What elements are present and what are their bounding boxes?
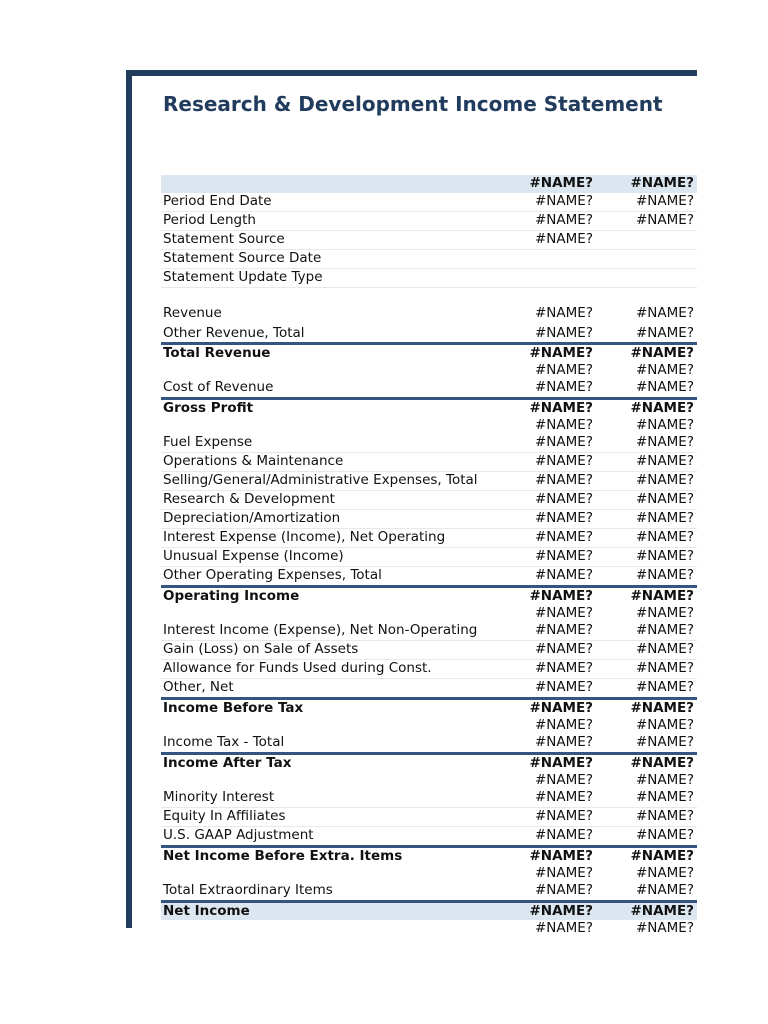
table-row xyxy=(161,269,697,288)
row-value-period-2: #NAME? xyxy=(636,193,694,209)
header-period-2: #NAME? xyxy=(630,175,694,191)
row-value-period-1: #NAME? xyxy=(535,660,593,676)
row-value-period-1: #NAME? xyxy=(535,548,593,564)
table-row xyxy=(161,305,697,325)
row-value-period-2: #NAME? xyxy=(630,903,694,919)
row-label: Unusual Expense (Income) xyxy=(163,548,344,564)
row-value-period-1: #NAME? xyxy=(529,345,593,361)
row-value-period-2: #NAME? xyxy=(636,920,694,936)
table-row xyxy=(161,808,697,827)
row-value-period-2: #NAME? xyxy=(636,679,694,695)
row-value-period-2: #NAME? xyxy=(630,755,694,771)
row-label: Statement Update Type xyxy=(163,269,323,285)
row-label: Income Tax - Total xyxy=(163,734,285,750)
table-row xyxy=(161,288,697,305)
row-value-period-1: #NAME? xyxy=(535,808,593,824)
row-label: Net Income xyxy=(163,903,250,919)
row-label: Allowance for Funds Used during Const. xyxy=(163,660,432,676)
row-value-period-1: #NAME? xyxy=(535,920,593,936)
row-value-period-2: #NAME? xyxy=(636,605,694,621)
row-value-period-1: #NAME? xyxy=(535,379,593,395)
row-value-period-1: #NAME? xyxy=(535,212,593,228)
table-row xyxy=(161,717,697,734)
row-value-period-1: #NAME? xyxy=(529,848,593,864)
table-row xyxy=(161,193,697,212)
row-value-period-2: #NAME? xyxy=(636,660,694,676)
row-value-period-2: #NAME? xyxy=(636,529,694,545)
row-label: Total Extraordinary Items xyxy=(163,882,333,898)
row-label: Period End Date xyxy=(163,193,272,209)
table-row xyxy=(161,865,697,882)
table-row xyxy=(161,417,697,434)
table-header-row xyxy=(161,175,697,193)
row-value-period-1: #NAME? xyxy=(535,325,593,341)
table-row xyxy=(161,491,697,510)
row-value-period-2: #NAME? xyxy=(636,417,694,433)
row-label: Statement Source xyxy=(163,231,285,247)
row-label: Total Revenue xyxy=(163,345,271,361)
table-row xyxy=(161,510,697,529)
row-value-period-2: #NAME? xyxy=(636,882,694,898)
row-value-period-1: #NAME? xyxy=(529,400,593,416)
income-statement-table xyxy=(161,175,697,937)
row-value-period-1: #NAME? xyxy=(535,865,593,881)
row-value-period-2: #NAME? xyxy=(636,622,694,638)
row-value-period-1: #NAME? xyxy=(535,417,593,433)
table-row xyxy=(161,472,697,491)
row-value-period-1: #NAME? xyxy=(535,827,593,843)
header-period-1: #NAME? xyxy=(529,175,593,191)
row-value-period-1: #NAME? xyxy=(535,529,593,545)
table-row xyxy=(161,920,697,937)
row-value-period-2: #NAME? xyxy=(636,772,694,788)
row-label: Depreciation/Amortization xyxy=(163,510,341,526)
table-row xyxy=(161,679,697,697)
table-row xyxy=(161,397,697,417)
row-label: Minority Interest xyxy=(163,789,275,805)
table-row xyxy=(161,605,697,622)
row-label: Interest Income (Expense), Net Non-Operating xyxy=(163,622,478,638)
row-value-period-1: #NAME? xyxy=(535,453,593,469)
row-label: Fuel Expense xyxy=(163,434,253,450)
table-row xyxy=(161,529,697,548)
row-value-period-1: #NAME? xyxy=(535,510,593,526)
table-row xyxy=(161,379,697,397)
row-value-period-1: #NAME? xyxy=(535,679,593,695)
row-value-period-2: #NAME? xyxy=(636,808,694,824)
row-value-period-1: #NAME? xyxy=(535,491,593,507)
table-row xyxy=(161,734,697,752)
table-row xyxy=(161,585,697,605)
row-label: U.S. GAAP Adjustment xyxy=(163,827,314,843)
row-value-period-1: #NAME? xyxy=(535,622,593,638)
row-label: Other Operating Expenses, Total xyxy=(163,567,382,583)
row-value-period-2: #NAME? xyxy=(636,865,694,881)
page-title: Research & Development Income Statement xyxy=(163,92,663,116)
row-value-period-1: #NAME? xyxy=(535,717,593,733)
row-value-period-1: #NAME? xyxy=(535,605,593,621)
row-value-period-2: #NAME? xyxy=(636,734,694,750)
row-value-period-2: #NAME? xyxy=(636,453,694,469)
row-value-period-1: #NAME? xyxy=(535,641,593,657)
row-label: Gross Profit xyxy=(163,400,254,416)
row-value-period-1: #NAME? xyxy=(529,588,593,604)
row-value-period-2: #NAME? xyxy=(636,827,694,843)
row-label: Income After Tax xyxy=(163,755,292,771)
table-row xyxy=(161,231,697,250)
left-border-bar xyxy=(126,70,132,928)
row-label: Gain (Loss) on Sale of Assets xyxy=(163,641,359,657)
row-value-period-2: #NAME? xyxy=(630,588,694,604)
row-label: Research & Development xyxy=(163,491,335,507)
row-value-period-1: #NAME? xyxy=(535,789,593,805)
row-label: Statement Source Date xyxy=(163,250,322,266)
row-value-period-2: #NAME? xyxy=(630,848,694,864)
row-value-period-1: #NAME? xyxy=(535,434,593,450)
row-label: Period Length xyxy=(163,212,256,228)
row-value-period-1: #NAME? xyxy=(535,193,593,209)
table-row xyxy=(161,660,697,679)
row-value-period-1: #NAME? xyxy=(535,772,593,788)
table-row xyxy=(161,882,697,900)
row-value-period-2: #NAME? xyxy=(630,700,694,716)
row-value-period-2: #NAME? xyxy=(636,212,694,228)
table-row xyxy=(161,752,697,772)
row-value-period-1: #NAME? xyxy=(535,567,593,583)
row-label: Net Income Before Extra. Items xyxy=(163,848,403,864)
row-value-period-1: #NAME? xyxy=(529,903,593,919)
table-row xyxy=(161,342,697,362)
row-value-period-2: #NAME? xyxy=(636,510,694,526)
row-value-period-1: #NAME? xyxy=(535,882,593,898)
row-label: Other Revenue, Total xyxy=(163,325,305,341)
row-value-period-2: #NAME? xyxy=(636,641,694,657)
table-row xyxy=(161,900,697,920)
row-value-period-2: #NAME? xyxy=(636,325,694,341)
row-label: Operations & Maintenance xyxy=(163,453,344,469)
row-label: Interest Expense (Income), Net Operating xyxy=(163,529,446,545)
row-value-period-2: #NAME? xyxy=(636,379,694,395)
table-row xyxy=(161,362,697,379)
table-row xyxy=(161,697,697,717)
table-row xyxy=(161,827,697,845)
row-value-period-1: #NAME? xyxy=(529,700,593,716)
row-value-period-2: #NAME? xyxy=(636,434,694,450)
row-value-period-2: #NAME? xyxy=(636,717,694,733)
table-row xyxy=(161,789,697,808)
table-row xyxy=(161,453,697,472)
row-value-period-2: #NAME? xyxy=(636,548,694,564)
row-value-period-2: #NAME? xyxy=(636,362,694,378)
row-label: Cost of Revenue xyxy=(163,379,274,395)
row-label: Selling/General/Administrative Expenses, Total xyxy=(163,472,478,488)
row-value-period-1: #NAME? xyxy=(529,755,593,771)
table-row xyxy=(161,622,697,641)
row-value-period-2: #NAME? xyxy=(636,491,694,507)
table-row xyxy=(161,434,697,453)
row-label: Revenue xyxy=(163,305,222,321)
row-value-period-2: #NAME? xyxy=(636,789,694,805)
table-row xyxy=(161,567,697,585)
row-value-period-2: #NAME? xyxy=(630,400,694,416)
row-label: Income Before Tax xyxy=(163,700,304,716)
row-value-period-2: #NAME? xyxy=(636,472,694,488)
top-border-bar xyxy=(126,70,697,76)
row-value-period-2: #NAME? xyxy=(636,567,694,583)
row-label: Other, Net xyxy=(163,679,234,695)
table-row xyxy=(161,845,697,865)
table-row xyxy=(161,250,697,269)
row-value-period-1: #NAME? xyxy=(535,305,593,321)
table-row xyxy=(161,325,697,342)
row-value-period-1: #NAME? xyxy=(535,472,593,488)
table-row xyxy=(161,212,697,231)
row-label: Operating Income xyxy=(163,588,300,604)
table-row xyxy=(161,641,697,660)
row-value-period-2: #NAME? xyxy=(636,305,694,321)
row-label: Equity In Affiliates xyxy=(163,808,286,824)
table-row xyxy=(161,772,697,789)
row-value-period-2: #NAME? xyxy=(630,345,694,361)
row-value-period-1: #NAME? xyxy=(535,734,593,750)
table-row xyxy=(161,548,697,567)
row-value-period-1: #NAME? xyxy=(535,362,593,378)
row-value-period-1: #NAME? xyxy=(535,231,593,247)
